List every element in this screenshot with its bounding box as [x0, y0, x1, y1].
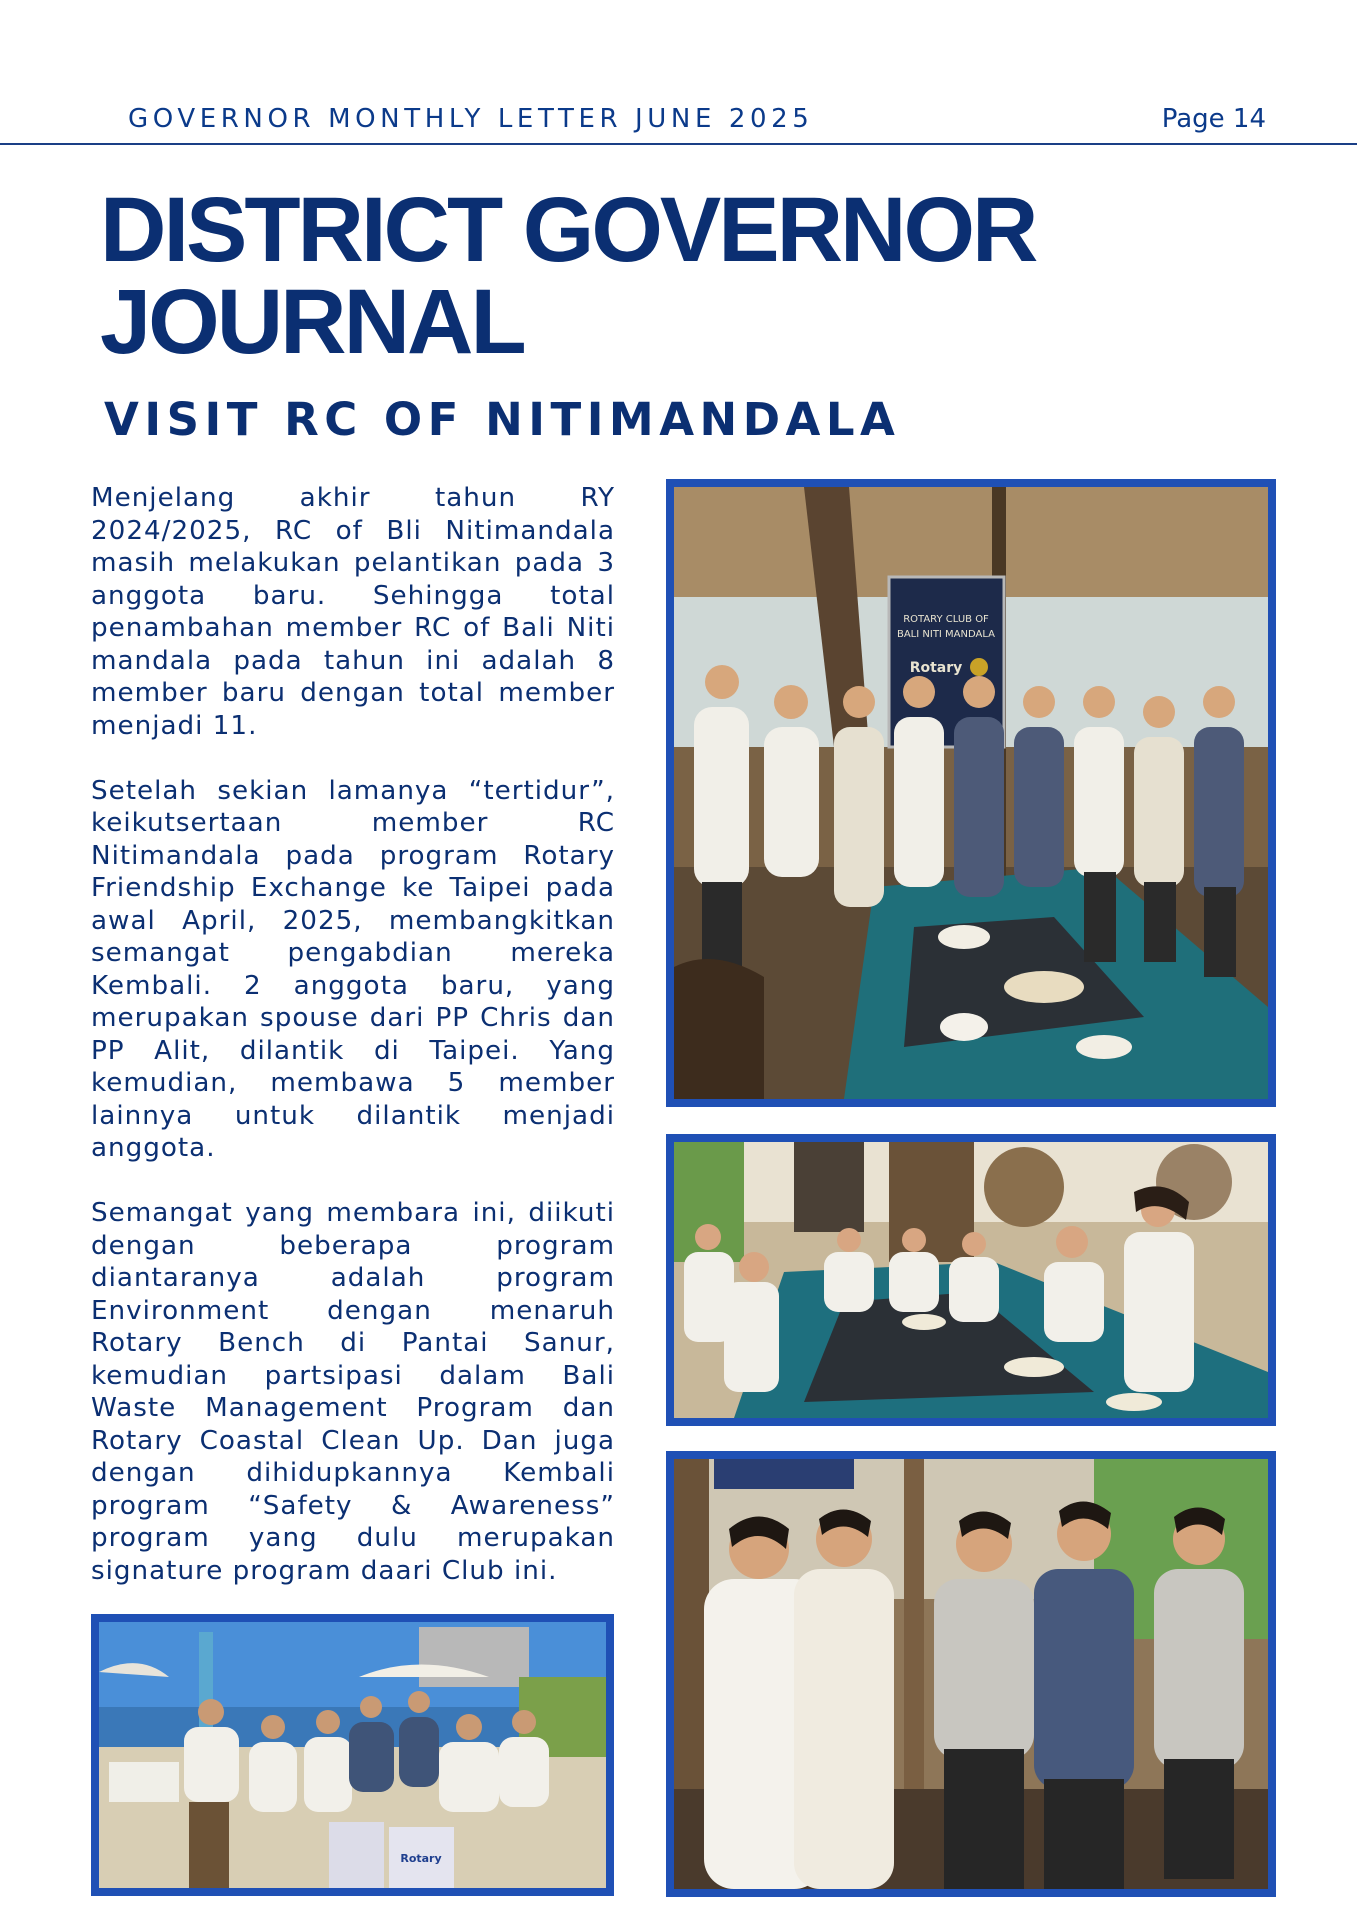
photo-meeting-table [666, 1134, 1276, 1426]
article-subtitle: VISIT RC OF NITIMANDALA [104, 393, 901, 446]
bench-brand: Rotary [400, 1852, 442, 1865]
header-title: GOVERNOR MONTHLY LETTER JUNE 2025 [128, 104, 814, 134]
banner-brand: Rotary [909, 660, 963, 676]
page-title [100, 179, 1100, 373]
paragraph: Menjelang akhir tahun RY 2024/2025, RC of Bli Nitimandala masih melakukan pelantikan pada 3 anggota baru. Sehingga total penambahan member RC of Bali Niti mandala pada tahun ini adalah 8 member baru dengan total member menjadi 11. [91, 483, 615, 741]
title-line-2: JOURNAL [100, 271, 524, 373]
title-line-1: DISTRICT GOVERNOR [100, 179, 1036, 281]
page-number: Page 14 [1161, 104, 1266, 134]
banner-text-2: BALI NITI MANDALA [896, 629, 996, 640]
header-divider [0, 143, 1357, 145]
photo-beach-bench [91, 1614, 614, 1896]
banner-text-1: ROTARY CLUB OF [903, 614, 989, 625]
photo-group-banner [666, 479, 1276, 1107]
paragraph: Setelah sekian lamanya “tertidur”, keikutsertaan member RC Nitimandala pada program Rotary Friendship Exchange ke Taipei pada awal April, 2025, membangkitkan semangat pengabdian mereka Kembali. 2 anggota baru, yang merupakan spouse dari PP Chris dan PP Alit, dilantik di Taipei. Yang kemudian, membawa 5 member lainnya untuk dilantik menjadi anggota. [91, 775, 615, 1163]
photo-pin-ceremony [666, 1451, 1276, 1897]
paragraph: Semangat yang membara ini, diikuti dengan beberapa program diantaranya adalah program Environment dengan menaruh Rotary Bench di Pantai Sanur, kemudian partsipasi dalam Bali Waste Management Program dan Rotary Coastal Clean Up. Dan juga dengan dihidupkannya Kembali program “Safety & Awareness” program yang dulu merupakan signature program daari Club ini. [91, 1198, 615, 1586]
article-body [91, 482, 615, 1620]
